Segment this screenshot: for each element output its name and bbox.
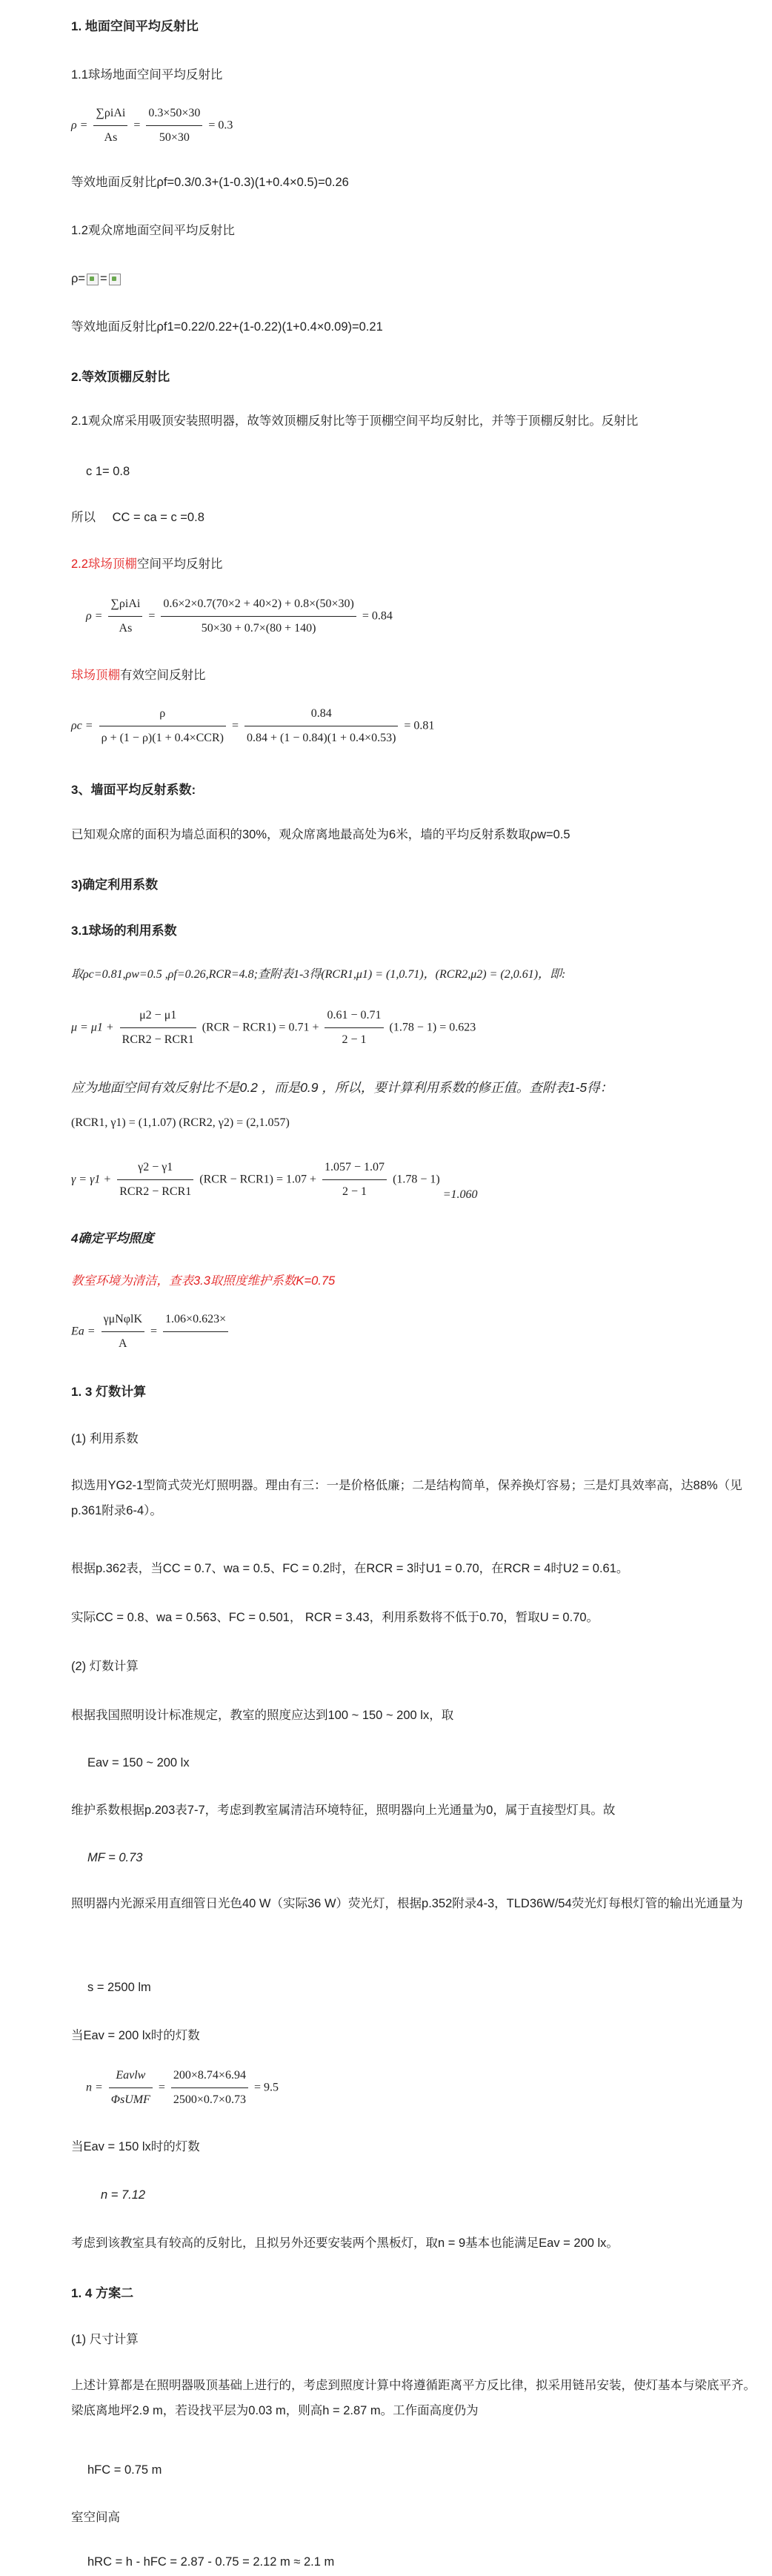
broken-image-icon bbox=[87, 274, 99, 285]
subsection-title bbox=[71, 552, 753, 577]
highlight-text: 2.2球场顶棚 bbox=[71, 557, 137, 571]
numerator: ∑ρiAi bbox=[93, 102, 127, 126]
formula-result: (1.78 − 1) bbox=[393, 1173, 440, 1186]
numerator: Eavlw bbox=[109, 2065, 153, 2088]
paragraph: 拟选用YG2-1型筒式荧光灯照明器。理由有三：一是价格低廉；二是结构简单，保养换灯容易；三是灯具效率高，达88%（见p.361附录6-4）。 bbox=[71, 1479, 742, 1517]
formula-effective-ceiling: ρc = $\frac{\rho}{\text{ρ + (1 − ρ)(1 + 0.4×CCR)}}$ = $\frac{0.84}{0.84 + (1 - 0.84)(1 + 0.4\times 0.53)}$ = 0.81 bbox=[71, 703, 753, 750]
fraction bbox=[120, 1004, 196, 1052]
numerator: 1.057 − 1.07 bbox=[322, 1156, 387, 1180]
paragraph: 维护系数根据p.203表7-7，考虑到教室属清洁环境特征，照明器向上光通量为0，属于直接型灯具。故 bbox=[71, 1804, 616, 1817]
section-title: 1. 4 方案二 bbox=[71, 2286, 134, 2300]
broken-image-icon bbox=[109, 274, 121, 285]
numerator: γ2 − γ1 bbox=[117, 1156, 193, 1180]
subsection-title: (2) 灯数计算 bbox=[71, 1660, 139, 1673]
fraction bbox=[146, 102, 202, 150]
subsection-title: (1) 尺寸计算 bbox=[71, 2333, 139, 2346]
formula-final: =1.060 bbox=[442, 1188, 478, 1201]
denominator: RCR2 − RCR1 bbox=[119, 1185, 192, 1199]
numerator: 1.06×0.623× bbox=[163, 1308, 228, 1332]
numerator: 0.6×2×0.7(70×2 + 40×2) + 0.8×(50×30) bbox=[161, 593, 356, 617]
numerator: 0.84 bbox=[244, 703, 398, 726]
subsection-title: 1.1球场地面空间平均反射比 bbox=[71, 68, 223, 82]
paragraph: 照明器内光源采用直细管日光色40 W（实际36 W）荧光灯，根据p.352附录4-3，TLD36W/54荧光灯每根灯管的输出光通量为 bbox=[71, 1897, 743, 1910]
paragraph: 根据我国照明设计标准规定，教室的照度应达到100 ~ 150 ~ 200 lx，取 bbox=[71, 1709, 454, 1722]
denominator: 2500×0.7×0.73 bbox=[173, 2093, 246, 2107]
denominator bbox=[163, 1332, 228, 1355]
numerator: ∑ρiAi bbox=[108, 593, 142, 617]
formula-result: (1.78 − 1) = 0.623 bbox=[389, 1021, 476, 1034]
formula-lhs: n = bbox=[86, 2081, 103, 2094]
denominator: As bbox=[104, 131, 118, 145]
denominator: 50×30 + 0.7×(80 + 140) bbox=[201, 622, 316, 635]
fraction bbox=[99, 703, 226, 750]
section-title: 1. 地面空间平均反射比 bbox=[71, 19, 199, 33]
denominator: As bbox=[119, 622, 133, 635]
formula-utilization bbox=[71, 1004, 753, 1052]
value-line: hFC = 0.75 m bbox=[87, 2463, 162, 2477]
so-equation: CC = ca = c =0.8 bbox=[112, 511, 204, 524]
numerator: γμNφlK bbox=[102, 1308, 144, 1332]
value-line: hRC = h - hFC = 2.87 - 0.75 = 2.12 m ≈ 2.1 m bbox=[87, 2555, 335, 2569]
subsection-title: 3.1球场的利用系数 bbox=[71, 924, 177, 938]
subsection-title: 室空间高 bbox=[71, 2511, 120, 2524]
fraction bbox=[171, 2065, 248, 2112]
fraction bbox=[325, 1004, 383, 1052]
numerator: 0.61 − 0.71 bbox=[325, 1004, 383, 1028]
subsection-title-rest: 空间平均反射比 bbox=[136, 557, 223, 571]
paragraph: 上述计算都是在照明器吸顶基础上进行的，考虑到照度计算中将遵循距离平方反比律，拟采用链吊安装，使灯基本与梁底平齐。梁底离地坪2.9 m，若设找平层为0.03 m，则高h = 2.87 m。工作面高度仍为 bbox=[71, 2379, 756, 2417]
formula-equals: = bbox=[150, 1325, 158, 1338]
subsection-title: (1) 利用系数 bbox=[71, 1432, 139, 1446]
paragraph: 实际CC = 0.8、wa = 0.563、FC = 0.501， RCR = 3.43，利用系数将不低于0.70，暂取U = 0.70。 bbox=[71, 1611, 599, 1624]
formula-result: = 0.84 bbox=[362, 609, 393, 623]
paragraph: 当Eav = 150 lx时的灯数 bbox=[71, 2140, 200, 2153]
denominator: A bbox=[119, 1337, 127, 1351]
rho-label: ρ= bbox=[71, 272, 86, 285]
fraction bbox=[161, 593, 356, 640]
fraction bbox=[244, 703, 398, 750]
formula-middle: (RCR − RCR1) = 0.71 + bbox=[202, 1021, 319, 1034]
denominator: 2 − 1 bbox=[342, 1185, 367, 1199]
formula-correction bbox=[71, 1156, 753, 1204]
formula-lhs: γ = γ1 + bbox=[71, 1173, 112, 1186]
fraction bbox=[93, 102, 127, 150]
formula-result: = 9.5 bbox=[253, 2081, 279, 2094]
broken-formula-line: ρ= = bbox=[71, 267, 753, 292]
section-title: 1. 3 灯数计算 bbox=[71, 1385, 147, 1399]
so-line bbox=[71, 506, 753, 531]
formula-lhs: ρc = bbox=[71, 719, 93, 732]
numerator: ρ bbox=[99, 703, 226, 726]
value-line: Eav = 150 ~ 200 lx bbox=[87, 1756, 190, 1769]
section-title: 3)确定利用系数 bbox=[71, 878, 159, 892]
paragraph: 2.1观众席采用吸顶安装照明器，故等效顶棚反射比等于顶棚空间平均反射比，并等于顶棚反射比。反射比 bbox=[71, 414, 639, 428]
subsection-title-rest: 有效空间反射比 bbox=[120, 669, 206, 682]
formula-middle: (RCR − RCR1) = 1.07 + bbox=[199, 1173, 317, 1186]
formula-result: = 0.81 bbox=[404, 719, 435, 732]
formula-result: = 0.3 bbox=[208, 119, 233, 132]
denominator: 2 − 1 bbox=[342, 1033, 367, 1047]
paragraph: 应为地面空间有效反射比不是0.2 ，而是0.9 ，所以，要计算利用系数的修正值。查附表1-5得： bbox=[71, 1080, 613, 1095]
value-line: s = 2500 lm bbox=[87, 1981, 151, 1994]
paragraph: 当Eav = 200 lx时的灯数 bbox=[71, 2029, 200, 2042]
highlight-text: 球场顶棚 bbox=[71, 669, 120, 682]
section-title: 3、墙面平均反射系数: bbox=[71, 783, 196, 797]
fraction bbox=[109, 2065, 153, 2112]
fraction bbox=[163, 1308, 228, 1356]
equation-line: 等效地面反射比ρf1=0.22/0.22+(1-0.22)(1+0.4×0.09)=0.21 bbox=[71, 320, 383, 334]
subsection-title: 1.2观众席地面空间平均反射比 bbox=[71, 224, 235, 237]
section-title: 4确定平均照度 bbox=[71, 1231, 154, 1245]
value-line: c 1= 0.8 bbox=[86, 465, 130, 478]
formula-lamp-count: n = $\frac{\text{Eavlw}}{\text{ΦsUMF}}$ = $\frac{200\times 8.74\times 6.94}{2500\times 0.7\times 0.73}$ = 9.5 bbox=[86, 2065, 768, 2112]
fraction bbox=[117, 1156, 193, 1204]
formula-lhs: μ = μ1 + bbox=[71, 1021, 114, 1034]
paragraph: 已知观众席的面积为墙总面积的30%，观众席离地最高处为6米，墙的平均反射系数取ρw=0.5 bbox=[71, 828, 570, 841]
formula-illuminance bbox=[71, 1308, 753, 1356]
subsection-title bbox=[71, 663, 753, 689]
formula-ceiling-reflectance: ρ = $\frac{\text{∑ρiAi}}{As}$ = $\frac{0.6\times 2\times 0.7(70\times 2 + 40\times 2) + 0.8\times(50\times 30)}{50\times 30 + 0.7\times(80 + 140)}$ = 0.84 bbox=[86, 593, 768, 640]
numerator: 0.3×50×30 bbox=[146, 102, 202, 126]
value-line: MF = 0.73 bbox=[87, 1851, 143, 1864]
denominator: 50×30 bbox=[159, 131, 190, 145]
denominator: ρ + (1 − ρ)(1 + 0.4×CCR) bbox=[101, 732, 224, 745]
highlight-line: 教室环境为清洁，查表3.3取照度维护系数K=0.75 bbox=[71, 1274, 336, 1288]
denominator: ΦsUMF bbox=[110, 2093, 150, 2107]
numerator: 200×8.74×6.94 bbox=[171, 2065, 248, 2088]
formula-lhs: Ea = bbox=[71, 1325, 96, 1338]
fraction bbox=[108, 593, 142, 640]
paragraph: 考虑到该教室具有较高的反射比，且拟另外还要安装两个黑板灯，取n = 9基本也能满足Eav = 200 lx。 bbox=[71, 2236, 619, 2250]
numerator: μ2 − μ1 bbox=[120, 1004, 196, 1028]
value-line: n = 7.12 bbox=[101, 2188, 146, 2202]
fraction bbox=[322, 1156, 387, 1204]
so-label: 所以 bbox=[71, 511, 96, 524]
section-title: 2.等效顶棚反射比 bbox=[71, 370, 170, 384]
lookup-line: 取ρc=0.81,ρw=0.5 ,ρf=0.26,RCR=4.8;查附表1-3得(RCR1,μ1) = (1,0.71)，(RCR2,μ2) = (2,0.61)，即: bbox=[71, 968, 566, 981]
denominator: 0.84 + (1 − 0.84)(1 + 0.4×0.53) bbox=[247, 732, 396, 745]
formula-ground-reflectance: ρ = $\frac{\text{∑ρiAi}}{As}$ = $\frac{0.3\times 50\times 30}{50\times 30}$ = 0.3 bbox=[71, 102, 753, 150]
paragraph: 根据p.362表，当CC = 0.7、wa = 0.5、FC = 0.2时，在RCR = 3时U1 = 0.70，在RCR = 4时U2 = 0.61。 bbox=[71, 1562, 629, 1575]
denominator: RCR2 − RCR1 bbox=[122, 1033, 194, 1047]
equation-line: 等效地面反射比ρf=0.3/0.3+(1-0.3)(1+0.4×0.5)=0.26 bbox=[71, 176, 349, 189]
formula-lhs: ρ = bbox=[71, 119, 88, 132]
lookup-pairs: (RCR1, γ1) = (1,1.07) (RCR2, γ2) = (2,1.057) bbox=[71, 1116, 290, 1129]
fraction bbox=[102, 1308, 144, 1356]
